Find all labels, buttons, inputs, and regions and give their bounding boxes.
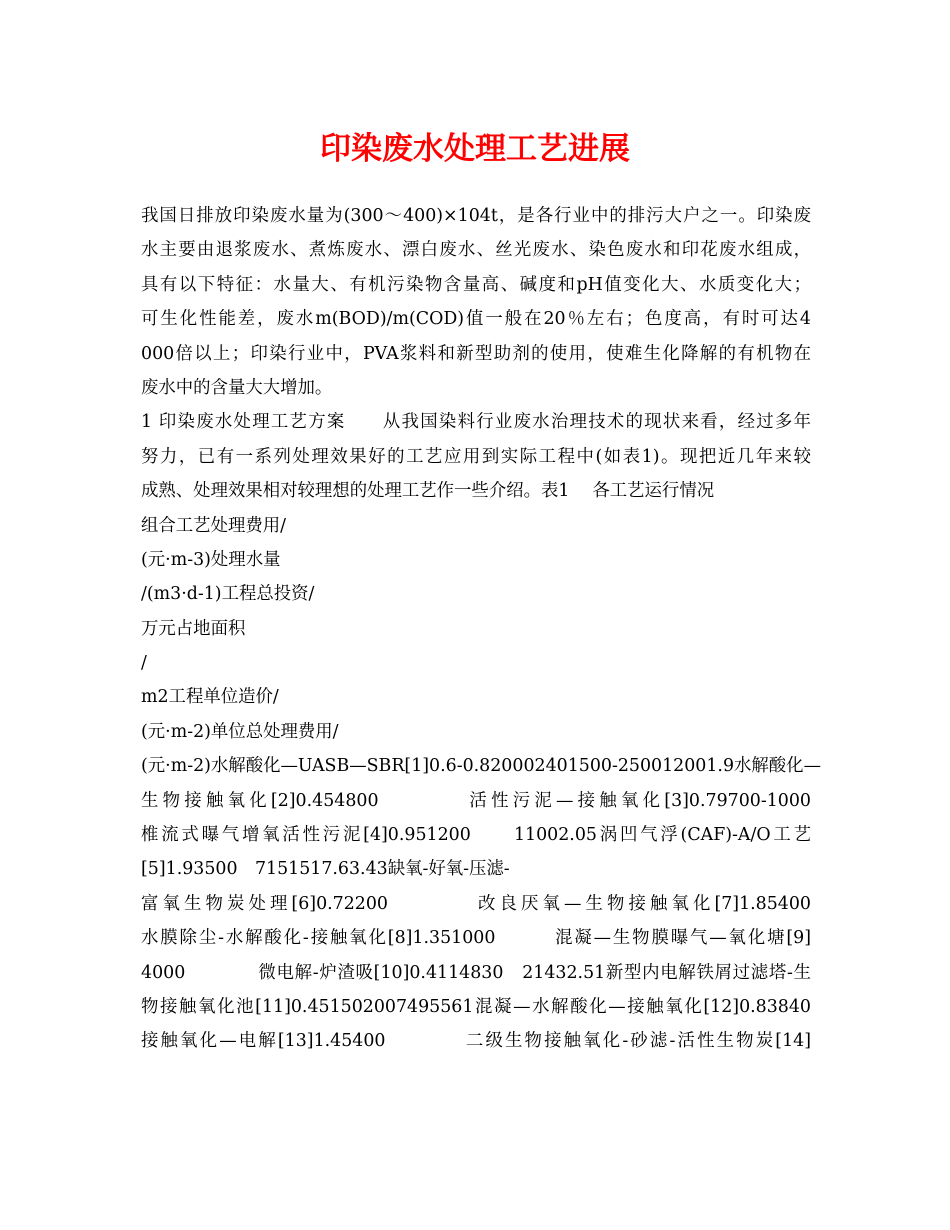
text-line: 000倍以上；印染行业中，PVA浆料和新型助剂的使用，使难生化降解的有机物在 [141, 343, 811, 364]
text-line: 万元占地面积 [141, 618, 246, 639]
text-line: (元·m-2)水解酸化—UASB—SBR[1]0.6-0.820002401500-250012001.9水解酸化— [141, 756, 821, 777]
text-line: [5]1.93500 7151517.63.43缺氧-好氧-压滤- [141, 859, 510, 880]
text-line: / [141, 653, 147, 674]
text-line: m2工程单位造价/ [141, 687, 279, 708]
text-line: 水主要由退浆废水、煮炼废水、漂白废水、丝光废水、染色废水和印花废水组成， [141, 240, 811, 261]
text-line: 1 印染废水处理工艺方案 从我国染料行业废水治理技术的现状来看，经过多年 [141, 412, 811, 433]
text-line: 接触氧化—电解[13]1.45400 二级生物接触氧化-砂滤-活性生物炭[14] [141, 1031, 811, 1052]
text-line: 废水中的含量大大增加。 [141, 377, 333, 398]
text-line: 组合工艺处理费用/ [141, 515, 286, 536]
text-line: (元·m-2)单位总处理费用/ [141, 721, 339, 742]
text-line: 努力，已有一系列处理效果好的工艺应用到实际工程中(如表1)。现把近几年来较 [141, 446, 811, 467]
text-line: 物接触氧化池[11]0.451502007495561混凝—水解酸化—接触氧化[12]0.83840 [141, 996, 811, 1017]
text-line: 生物接触氧化[2]0.454800 活性污泥—接触氧化[3]0.79700-1000 [141, 790, 811, 811]
text-line: 我国日排放印染废水量为(300～400)×104t，是各行业中的排污大户之一。印染废 [141, 206, 811, 226]
text-line: 水膜除尘-水解酸化-接触氧化[8]1.351000 混凝—生物膜曝气—氧化塘[9] [141, 928, 811, 949]
document-title: 印染废水处理工艺进展 [320, 131, 630, 167]
text-line: 富氧生物炭处理[6]0.72200 改良厌氧—生物接触氧化[7]1.85400 [141, 893, 811, 914]
text-line: 可生化性能差，废水m(BOD)/m(COD)值一般在20％左右；色度高，有时可达4 [141, 309, 811, 330]
text-line: 椎流式曝气增氧活性污泥[4]0.951200 11002.05涡凹气浮(CAF)-A/O工艺 [141, 825, 811, 846]
text-line: 4000 微电解-炉渣吸[10]0.4114830 21432.51新型内电解铁屑过滤塔-生 [141, 962, 811, 983]
document-body [141, 199, 821, 1059]
text-line: (元·m-3)处理水量 [141, 549, 281, 570]
text-line: 成熟、处理效果相对较理想的处理工艺作一些介绍。表1 各工艺运行情况 [141, 481, 715, 502]
text-line: /(m3·d-1)工程总投资/ [141, 584, 315, 605]
text-line: 具有以下特征：水量大、有机污染物含量高、碱度和pH值变化大、水质变化大； [141, 274, 811, 295]
